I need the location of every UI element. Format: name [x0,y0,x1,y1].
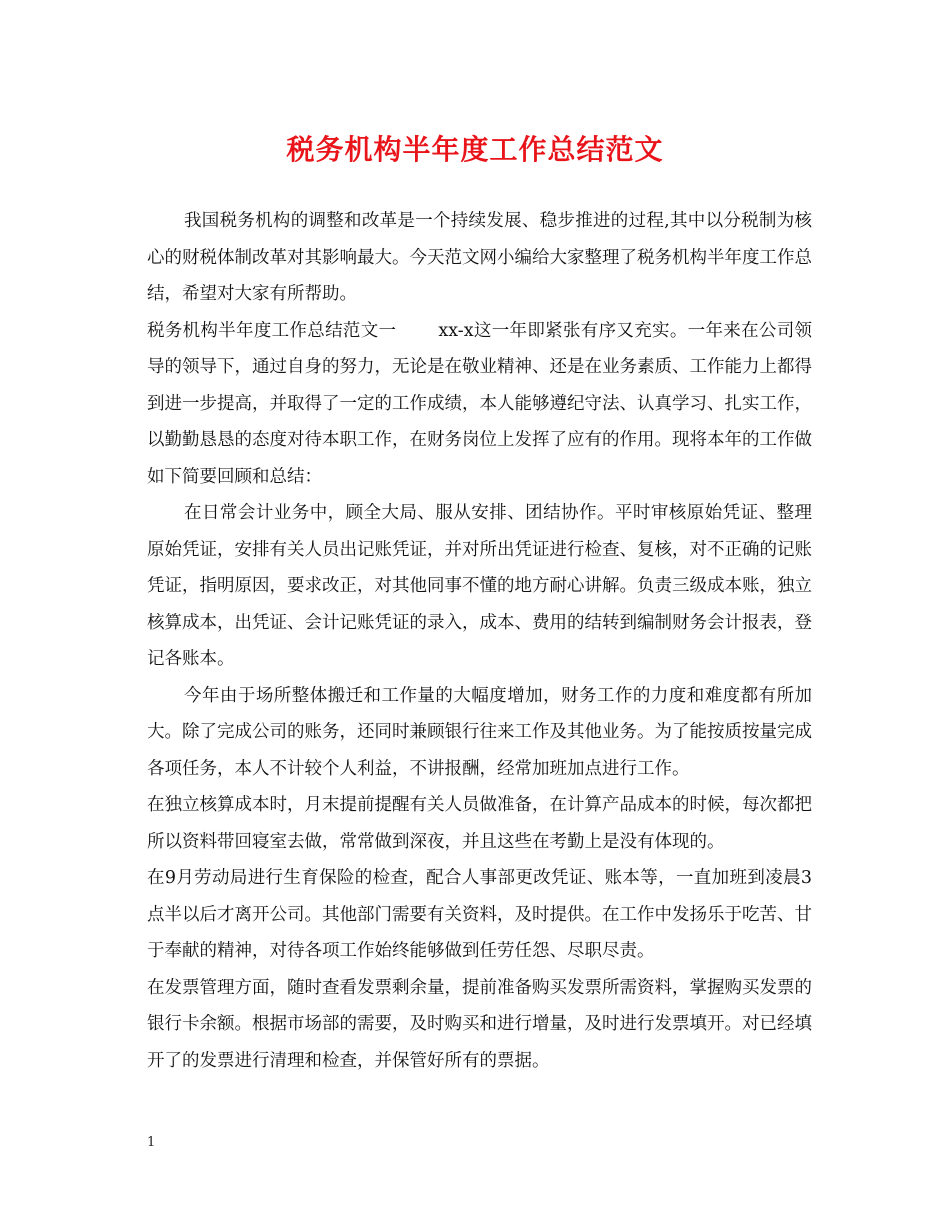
document-title: 税务机构半年度工作总结范文 [286,133,664,166]
paragraph-workload: 今年由于场所整体搬迁和工作量的大幅度增加，财务工作的力度和难度都有所加大。除了完成公司的账务，还同时兼顾银行往来工作及其他业务。为了能按质按量完成各项任务，本人不计较个人利益，不讲报酬，经常加班加点进行工作。 [147,685,812,779]
document-body [147,203,812,1079]
section-heading: 税务机构半年度工作总结范文一 [147,320,397,341]
page-number: 1 [147,1135,156,1150]
section-lead-text: xx-x这一年即紧张有序又充实。一年来在公司领导的领导下，通过自身的努力，无论是在敬业精神、还是在业务素质、工作能力上都得到进一步提高，并取得了一定的工作成绩，本人能够遵纪守法、认真学习、扎实工作，以勤勤恳恳的态度对待本职工作，在财务岗位上发挥了应有的作用。现将本年的工作做如下简要回顾和总结： [147,320,813,487]
paragraph-cost-accounting: 在独立核算成本时，月末提前提醒有关人员做准备，在计算产品成本的时候，每次都把所以资料带回寝室去做，常常做到深夜，并且这些在考勤上是没有体现的。 [147,795,812,852]
section-one-paragraph [147,313,812,496]
intro-paragraph: 我国税务机构的调整和改革是一个持续发展、稳步推进的过程,其中以分税制为核心的财税体制改革对其影响最大。今天范文网小编给大家整理了税务机构半年度工作总结，希望对大家有所帮助。 [147,211,812,304]
paragraph-inspection: 在9月劳动局进行生育保险的检查，配合人事部更改凭证、账本等，一直加班到凌晨3点半以后才离开公司。其他部门需要有关资料，及时提供。在工作中发扬乐于吃苦、甘于奉献的精神，对待各项工作始终能够做到任劳任怨、尽职尽责。 [147,868,812,961]
paragraph-invoices: 在发票管理方面，随时查看发票剩余量，提前准备购买发票所需资料，掌握购买发票的银行卡余额。根据市场部的需要，及时购买和进行增量，及时进行发票填开。对已经填开了的发票进行清理和检查，并保管好所有的票据。 [147,977,812,1071]
paragraph-accounting: 在日常会计业务中，顾全大局、服从安排、团结协作。平时审核原始凭证、整理原始凭证，安排有关人员出记账凭证，并对所出凭证进行检查、复核，对不正确的记账凭证，指明原因，要求改正，对其他同事不懂的地方耐心讲解。负责三级成本账，独立核算成本，出凭证、会计记账凭证的录入，成本、费用的结转到编制财务会计报表，登记各账本。 [147,503,812,669]
